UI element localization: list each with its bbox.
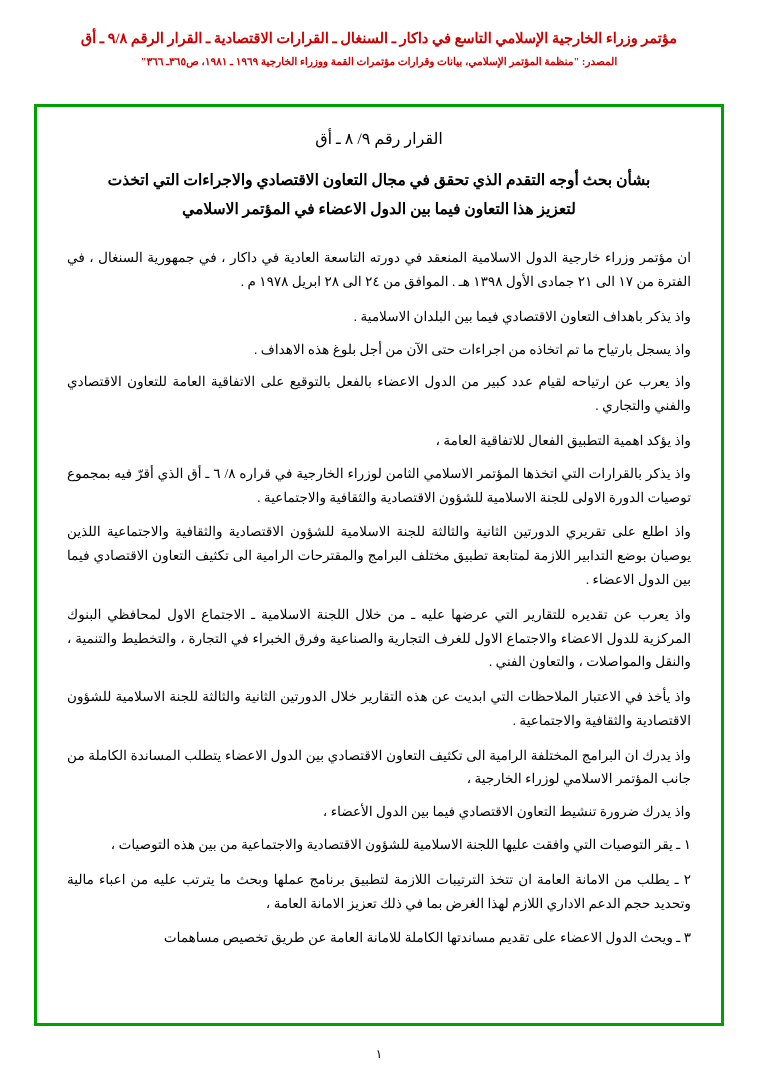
paragraph: واذ يؤكد اهمية التطبيق الفعال للاتفاقية العامة ، <box>435 433 691 449</box>
green-border-frame <box>34 104 724 1026</box>
page-number: ١ <box>375 1047 383 1061</box>
paragraph: ان مؤتمر وزراء خارجية الدول الاسلامية المنعقد في دورته التاسعة العادية في داكار ، في جمهورية السنغال ، في الفترة من ١٧ الى ٢١ جمادى الأول ١٣٩٨ هـ . الموافق من ٢٤ الى ٢٨ ابريل ١٩٧٨ م . <box>67 250 691 290</box>
document-body <box>37 107 721 1023</box>
paragraph: واذ يعرب عن ارتياحه لقيام عدد كبير من الدول الاعضاء بالفعل بالتوقيع على الاتفاقية العامة للتعاون الاقتصادي والفني والتجاري . <box>67 374 691 414</box>
paragraph: واذ يدرك ان البرامج المختلفة الرامية الى تكثيف التعاون الاقتصادي بين الدول الاعضاء يتطلب المساندة الكاملة من جانب المؤتمر الاسلامي لوزراء الخارجية ، <box>67 747 691 787</box>
resolution-subject-line-1: بشأن بحث أوجه التقدم الذي تحقق في مجال التعاون الاقتصادي والاجراءات التي اتخذت <box>107 172 651 189</box>
paragraph: واذ يذكر بالقرارات التي اتخذها المؤتمر الاسلامي الثامن لوزراء الخارجية في قراره ٨/ ٦ ـ أق الذي أقرّ فيه بمجموع توصيات الدورة الاولى للجنة الاسلامية للشؤون الاقتصادية والثقافية والاجتماعية . <box>67 465 691 505</box>
paragraph: واذ اطلع على تقريري الدورتين الثانية والثالثة للجنة الاسلامية للشؤون الاقتصادية والثقافية والاجتماعية اللذين يوصيان بوضع التدابير اللازمة لمتابعة تطبيق مختلف البرامج والمقترحات الرامية الى تكثيف التعاون الاقتصادي فيما بين الدول الاعضاء . <box>67 524 691 587</box>
numbered-clause: ١ ـ يقر التوصيات التي وافقت عليها اللجنة الاسلامية للشؤون الاقتصادية والاجتماعية من بين هذه التوصيات ، <box>110 836 691 852</box>
document-header <box>0 0 758 69</box>
paragraph: واذ يدرك ضرورة تنشيط التعاون الاقتصادي فيما بين الدول الأعضاء ، <box>322 804 691 820</box>
numbered-clause: ٢ ـ يطلب من الامانة العامة ان تتخذ الترتيبات اللازمة لتطبيق برنامج عملها وبحث ما يترتب عليه من اعباء مالية وتحديد حجم الدعم الاداري اللازم لهذا الغرض بما في ذلك تعزيز الامانة العامة ، <box>67 871 691 911</box>
paragraph: واذ يأخذ في الاعتبار الملاحظات التي ابديت عن هذه التقارير خلال الدورتين الثانية والثالثة للجنة الاسلامية للشؤون الاقتصادية والثقافية والاجتماعية . <box>67 689 691 728</box>
resolution-number: القرار رقم ٩/ ٨ ـ أق <box>315 131 443 148</box>
resolution-subject-line-2: لتعزيز هذا التعاون فيما بين الدول الاعضاء في المؤتمر الاسلامي <box>182 200 576 218</box>
header-source: المصدر: "منظمة المؤتمر الإسلامي، بيانات وقرارات مؤتمرات القمة ووزراء الخارجية ١٩٦٩ ـ ١٩٨١، ص٣٦٥ـ ٣٦٦" <box>140 56 618 68</box>
paragraph: واذ يذكر باهداف التعاون الاقتصادي فيما بين البلدان الاسلامية . <box>353 308 691 324</box>
paragraph: واذ يعرب عن تقديره للتقارير التي عرضها عليه ـ من خلال اللجنة الاسلامية ـ الاجتماع الاول لمحافظي البنوك المركزية للدول الاعضاء والاجتماع الاول للغرف التجارية والصناعية وفرق الخبراء في التجارة ، والتخطيط والتنمية ، والنقل والمواصلات ، والتعاون الفني . <box>67 606 691 670</box>
header-title: مؤتمر وزراء الخارجية الإسلامي التاسع في داكار ـ السنغال ـ القرارات الاقتصادية ـ القرار الرقم ٩/٨ ـ أق <box>80 31 678 47</box>
numbered-clause: ٣ ـ ويحث الدول الاعضاء على تقديم مساندتها الكاملة للامانة العامة عن طريق تخصيص مساهمات <box>163 930 691 946</box>
resolution-subject <box>77 167 681 224</box>
paragraph: واذ يسجل بارتياح ما تم اتخاذه من اجراءات حتى الآن من أجل بلوغ هذه الاهداف . <box>254 341 691 357</box>
